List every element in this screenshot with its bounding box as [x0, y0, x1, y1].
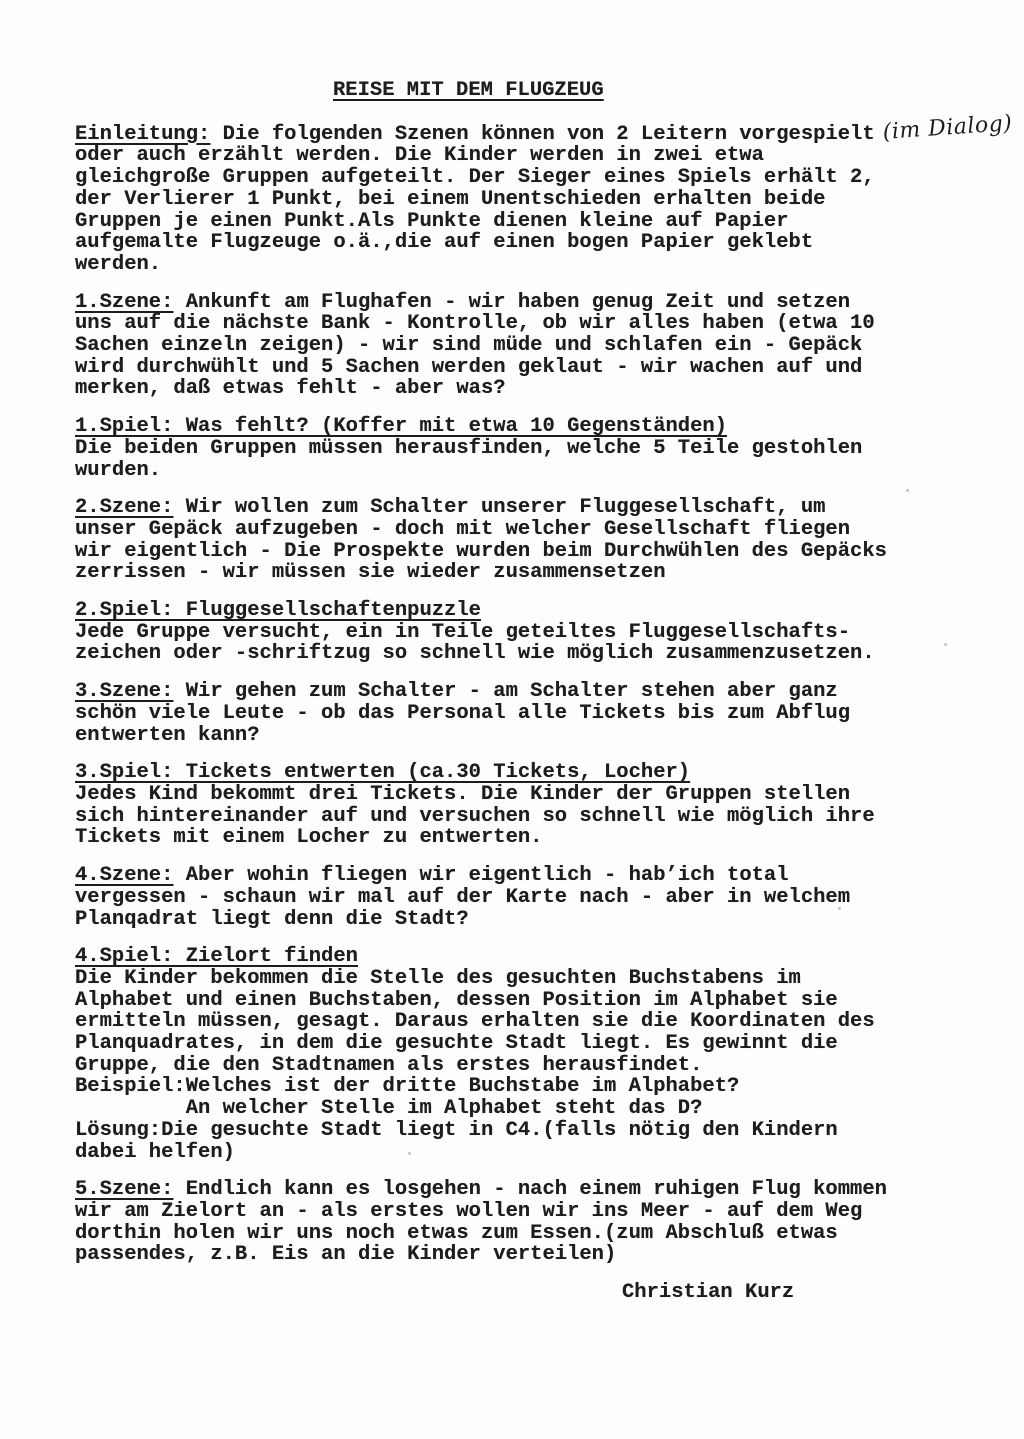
text-line: [75, 110, 1024, 146]
section-szene-2: [75, 497, 1024, 584]
text-line: gleichgroße Gruppen aufgeteilt. Der Sieger eines Spiels erhält 2,: [75, 166, 875, 190]
text-line: ermitteln müssen, gesagt. Daraus erhalten sie die Koordinaten des: [75, 1010, 875, 1034]
section-einleitung: [75, 110, 1024, 276]
text-line: dorthin holen wir uns noch etwas zum Essen.(zum Abschluß etwas: [75, 1221, 838, 1245]
text-line: zerrissen - wir müssen sie wieder zusammensetzen: [75, 561, 666, 585]
section-heading: 3.Szene:: [75, 680, 174, 704]
text-line: wir eigentlich - Die Prospekte wurden beim Durchwühlen des Gepäcks: [75, 539, 887, 563]
section-heading: 5.Szene:: [75, 1178, 174, 1202]
text-line: werden.: [75, 252, 162, 276]
scan-speckle: [906, 489, 909, 492]
text-line: passendes, z.B. Eis an die Kinder verteilen): [75, 1243, 617, 1267]
text-line: uns auf die nächste Bank - Kontrolle, ob wir alles haben (etwa 10: [75, 312, 875, 336]
heading-rest: Wir wollen zum Schalter unserer Fluggesellschaft, um: [173, 496, 826, 520]
section-szene-5: [75, 1179, 1024, 1266]
text-line: [75, 681, 1024, 703]
text-line: Die Kinder bekommen die Stelle des gesuchten Buchstabens im: [75, 966, 801, 990]
text-line: [75, 497, 1024, 519]
section-szene-1: [75, 292, 1024, 401]
section-heading: 1.Szene:: [75, 290, 174, 314]
text-line: Sachen einzeln zeigen) - wir sind müde und schlafen ein - Gepäck: [75, 334, 863, 358]
text-line: Alphabet und einen Buchstaben, dessen Position im Alphabet sie: [75, 988, 838, 1012]
section-heading: 4.Spiel: Zielort finden: [75, 945, 358, 969]
text-line: Gruppe, die den Stadtnamen als erstes herausfindet.: [75, 1053, 703, 1077]
heading-rest: Wir gehen zum Schalter - am Schalter stehen aber ganz: [173, 680, 838, 704]
text-line: Tickets mit einem Locher zu entwerten.: [75, 826, 543, 850]
text-line: Die beiden Gruppen müssen herausfinden, welche 5 Teile gestohlen: [75, 436, 863, 460]
heading-rest: Ankunft am Flughafen - wir haben genug Zeit und setzen: [173, 290, 851, 314]
heading-rest: Aber wohin fliegen wir eigentlich - hab’ich total: [173, 864, 789, 888]
heading-rest: Endlich kann es losgehen - nach einem ruhigen Flug kommen: [173, 1178, 887, 1202]
heading-rest: Die folgenden Szenen können von 2 Leitern vorgespielt: [210, 122, 875, 146]
text-line: zeichen oder -schriftzug so schnell wie möglich zusammenzusetzen.: [75, 642, 875, 666]
text-line: Gruppen je einen Punkt.Als Punkte dienen kleine auf Papier: [75, 209, 789, 233]
text-line: entwerten kann?: [75, 723, 260, 747]
section-spiel-1: [75, 416, 1024, 481]
text-line: Jedes Kind bekommt drei Tickets. Die Kinder der Gruppen stellen: [75, 782, 851, 806]
section-heading: Einleitung:: [75, 122, 211, 146]
text-line: [75, 292, 1024, 314]
section-heading: 2.Szene:: [75, 496, 174, 520]
text-line: merken, daß etwas fehlt - aber was?: [75, 377, 506, 401]
section-heading: 4.Szene:: [75, 864, 174, 888]
text-line: Planqadrat liegt denn die Stadt?: [75, 907, 469, 931]
handwritten-annotation: (im Dialog): [881, 110, 1013, 145]
document-body: [0, 102, 1024, 1304]
section-heading: 3.Spiel: Tickets entwerten (ca.30 Tickets, Locher): [75, 761, 691, 785]
section-heading: 2.Spiel: Fluggesellschaftenpuzzle: [75, 599, 481, 623]
text-line: wir am Zielort an - als erstes wollen wir ins Meer - auf dem Weg: [75, 1199, 863, 1223]
text-line: aufgemalte Flugzeuge o.ä.,die auf einen bogen Papier geklebt: [75, 231, 814, 255]
text-line: Planquadrates, in dem die gesuchte Stadt liegt. Es gewinnt die: [75, 1032, 838, 1056]
section-spiel-2: [75, 600, 1024, 665]
section-szene-3: [75, 681, 1024, 746]
text-line: [75, 865, 1024, 887]
scan-speckle: [944, 643, 947, 646]
author-signature: Christian Kurz: [622, 1281, 795, 1305]
document-title-row: [0, 0, 1024, 102]
text-line: schön viele Leute - ob das Personal alle Tickets bis zum Abflug: [75, 701, 851, 725]
text-line: Beispiel:Welches ist der dritte Buchstabe im Alphabet?: [75, 1075, 740, 1099]
scan-speckle: [408, 1152, 411, 1155]
text-line: [75, 1179, 1024, 1201]
text-line: [75, 600, 1024, 622]
text-line: wurden.: [75, 458, 162, 482]
text-line: oder auch erzählt werden. Die Kinder werden in zwei etwa: [75, 144, 764, 168]
text-line: An welcher Stelle im Alphabet steht das D?: [75, 1097, 703, 1121]
text-line: [75, 946, 1024, 968]
text-line: Lösung:Die gesuchte Stadt liegt in C4.(falls nötig den Kindern: [75, 1118, 838, 1142]
section-spiel-4: [75, 946, 1024, 1163]
text-line: [75, 762, 1024, 784]
text-line: wird durchwühlt und 5 Sachen werden geklaut - wir wachen auf und: [75, 355, 863, 379]
section-heading: 1.Spiel: Was fehlt? (Koffer mit etwa 10 Gegenständen): [75, 415, 728, 439]
document-title: REISE MIT DEM FLUGZEUG: [333, 79, 604, 102]
text-line: unser Gepäck aufzugeben - doch mit welcher Gesellschaft fliegen: [75, 517, 851, 541]
text-line: der Verlierer 1 Punkt, bei einem Unentschieden erhalten beide: [75, 187, 826, 211]
text-line: dabei helfen): [75, 1140, 235, 1164]
text-line: vergessen - schaun wir mal auf der Karte nach - aber in welchem: [75, 885, 851, 909]
section-szene-4: [75, 865, 1024, 930]
section-spiel-3: [75, 762, 1024, 849]
text-line: [75, 416, 1024, 438]
text-line: Jede Gruppe versucht, ein in Teile geteiltes Fluggesellschafts-: [75, 620, 851, 644]
scan-speckle: [838, 907, 841, 910]
text-line: sich hintereinander auf und versuchen so schnell wie möglich ihre: [75, 804, 875, 828]
